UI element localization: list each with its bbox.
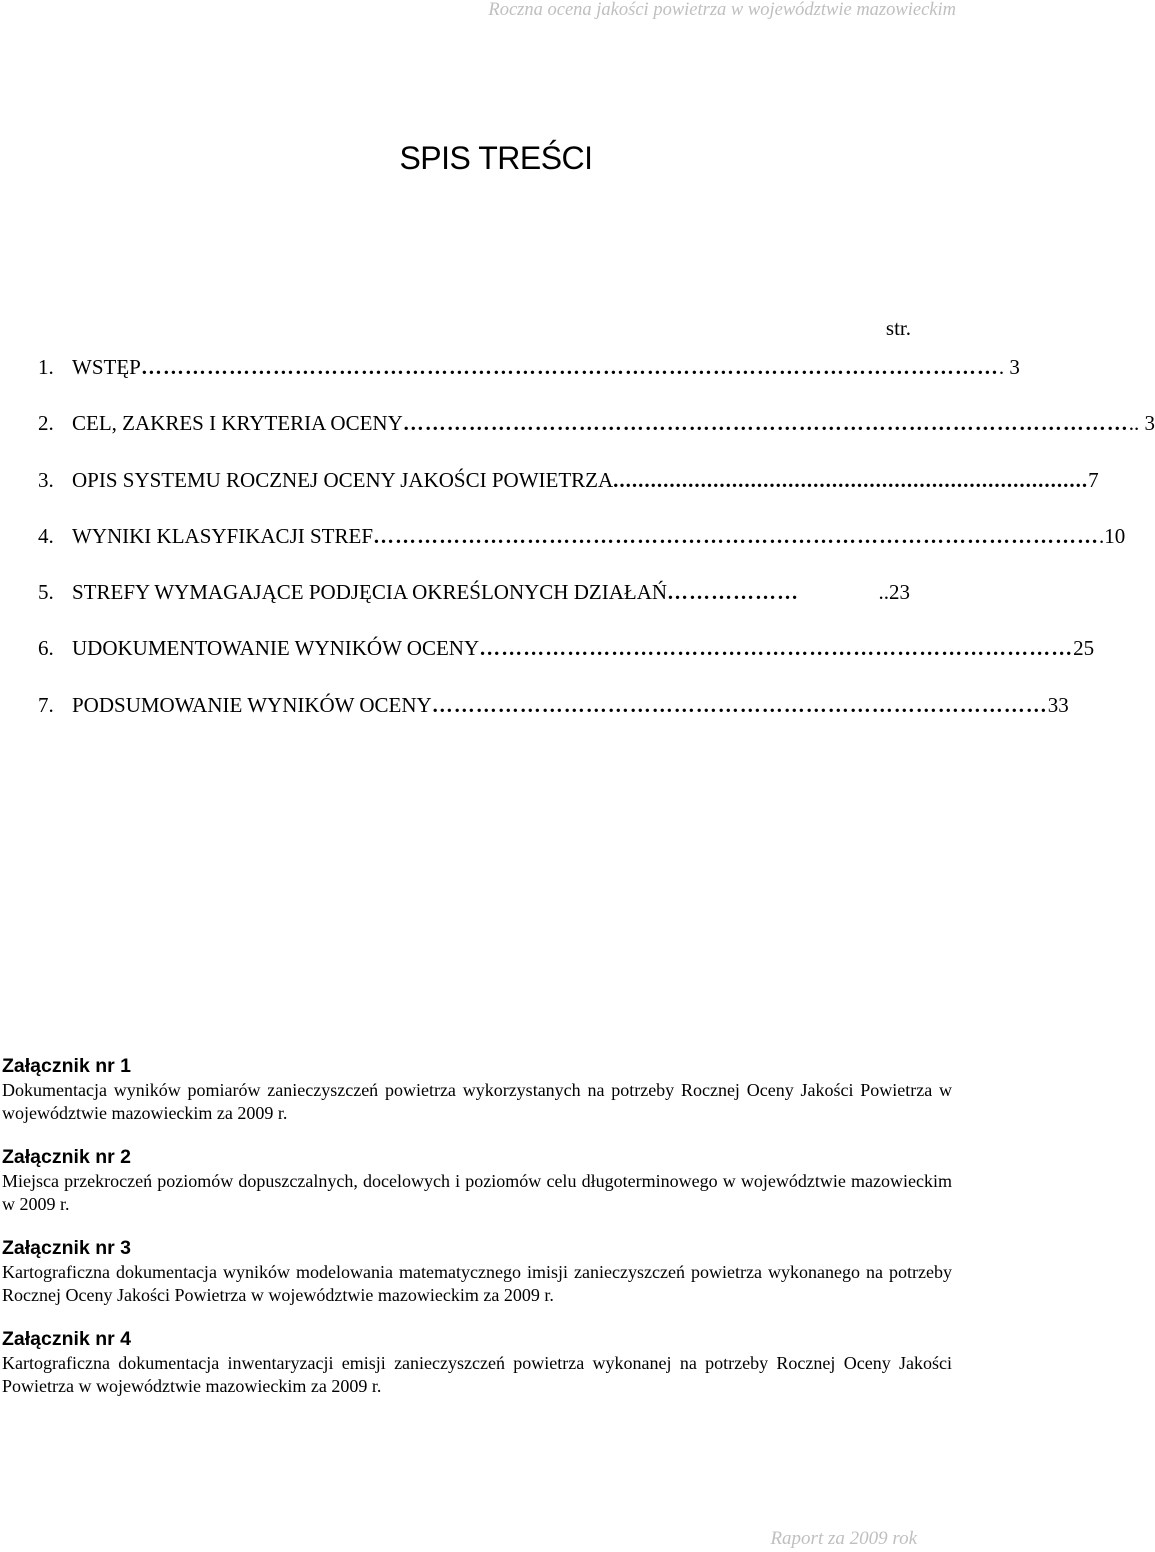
toc-entry[interactable]: [38, 685, 1069, 741]
toc-entry-leader: ………………: [667, 580, 800, 605]
toc-entry-title: UDOKUMENTOWANIE WYNIKÓW OCENY: [72, 636, 480, 661]
annex-title: Załącznik nr 4: [2, 1328, 131, 1350]
toc-entry-number: 3.: [38, 467, 54, 492]
toc-entry[interactable]: [38, 516, 1126, 572]
toc-entry-page: .. 3: [1128, 411, 1155, 436]
toc-entry-page: 33: [1047, 692, 1069, 717]
toc-entry-page: 7: [1088, 467, 1099, 492]
toc-entry-page: . 3: [998, 355, 1020, 379]
annex-item: [2, 1053, 952, 1124]
toc-entry-title: PODSUMOWANIE WYNIKÓW OCENY: [72, 692, 432, 717]
toc-entry-number: 7.: [38, 692, 54, 717]
annex-title: Załącznik nr 2: [2, 1146, 131, 1168]
annex-item: [2, 1235, 952, 1306]
running-footer: Raport za 2009 rok: [770, 1528, 917, 1549]
toc-entry[interactable]: [38, 347, 1020, 403]
toc-entry-title: WSTĘP: [72, 355, 141, 379]
toc-entry[interactable]: [38, 572, 910, 628]
annex-description: Dokumentacja wyników pomiarów zanieczyszczeń powietrza wykorzystanych na potrzeby Rocznej Oceny Jakości Powietrza w województwie mazowieckim za 2009 r.: [2, 1080, 952, 1123]
toc-entry-number: 1.: [38, 355, 54, 379]
annex-description: Kartograficzna dokumentacja wyników modelowania matematycznego imisji zanieczyszczeń powietrza wykonanego na potrzeby Rocznej Oceny Jakości Powietrza w województwie mazowieckim za 2009 r.: [2, 1262, 952, 1305]
annex-description: Kartograficzna dokumentacja inwentaryzacji emisji zanieczyszczeń powietrza wykonanej na potrzeby Rocznej Oceny Jakości Powietrza w województwie mazowieckim za 2009 r.: [2, 1353, 952, 1396]
annex-description: Miejsca przekroczeń poziomów dopuszczalnych, docelowych i poziomów celu długoterminowego w województwie mazowieckim w 2009 r.: [2, 1171, 952, 1214]
toc-entry-page: .10: [1099, 523, 1126, 548]
annex-title: Załącznik nr 3: [2, 1237, 131, 1259]
toc-entry[interactable]: [38, 403, 1155, 459]
toc-entry-leader: …………………………………………………………………………: [431, 692, 1048, 717]
page-title: SPIS TREŚCI: [399, 140, 593, 176]
toc-entry-leader: ………………………………………………………………………: [479, 636, 1074, 661]
toc-entry-page: ..23: [878, 580, 910, 605]
toc-entry-title: STREFY WYMAGAJĄCE PODJĘCIA OKREŚLONYCH DZIAŁAŃ: [72, 580, 668, 605]
toc-entry-number: 4.: [38, 523, 54, 548]
page-column-label: str.: [885, 316, 911, 340]
toc-entry[interactable]: [38, 628, 1095, 684]
toc-entry-number: 6.: [38, 636, 54, 661]
toc-entry-leader: ………………………………………………………………………………………………………: [140, 355, 999, 379]
annex-item: [2, 1326, 952, 1397]
toc-entry-title: WYNIKI KLASYFIKACJI STREF: [72, 523, 374, 548]
toc-entry[interactable]: [38, 460, 1099, 516]
toc-entry-title: CEL, ZAKRES I KRYTERIA OCENY: [72, 411, 403, 436]
toc-entry-page: 25: [1073, 636, 1095, 661]
annex-list: [2, 1053, 952, 1417]
toc-entry-leader: ............................................................................: [613, 467, 1089, 492]
toc-entry-title: OPIS SYSTEMU ROCZNEJ OCENY JAKOŚCI POWIETRZA: [72, 467, 614, 492]
running-header: Roczna ocena jakości powietrza w województwie mazowieckim: [488, 0, 956, 20]
annex-item: [2, 1144, 952, 1215]
toc-entry-leader: ………………………………………………………………………………………: [402, 411, 1129, 436]
annex-title: Załącznik nr 1: [2, 1055, 131, 1077]
toc-entry-number: 2.: [38, 411, 54, 436]
toc-entry-number: 5.: [38, 580, 54, 605]
toc-entry-leader: ………………………………………………………………………………………: [373, 523, 1100, 548]
table-of-contents: [38, 347, 1155, 741]
